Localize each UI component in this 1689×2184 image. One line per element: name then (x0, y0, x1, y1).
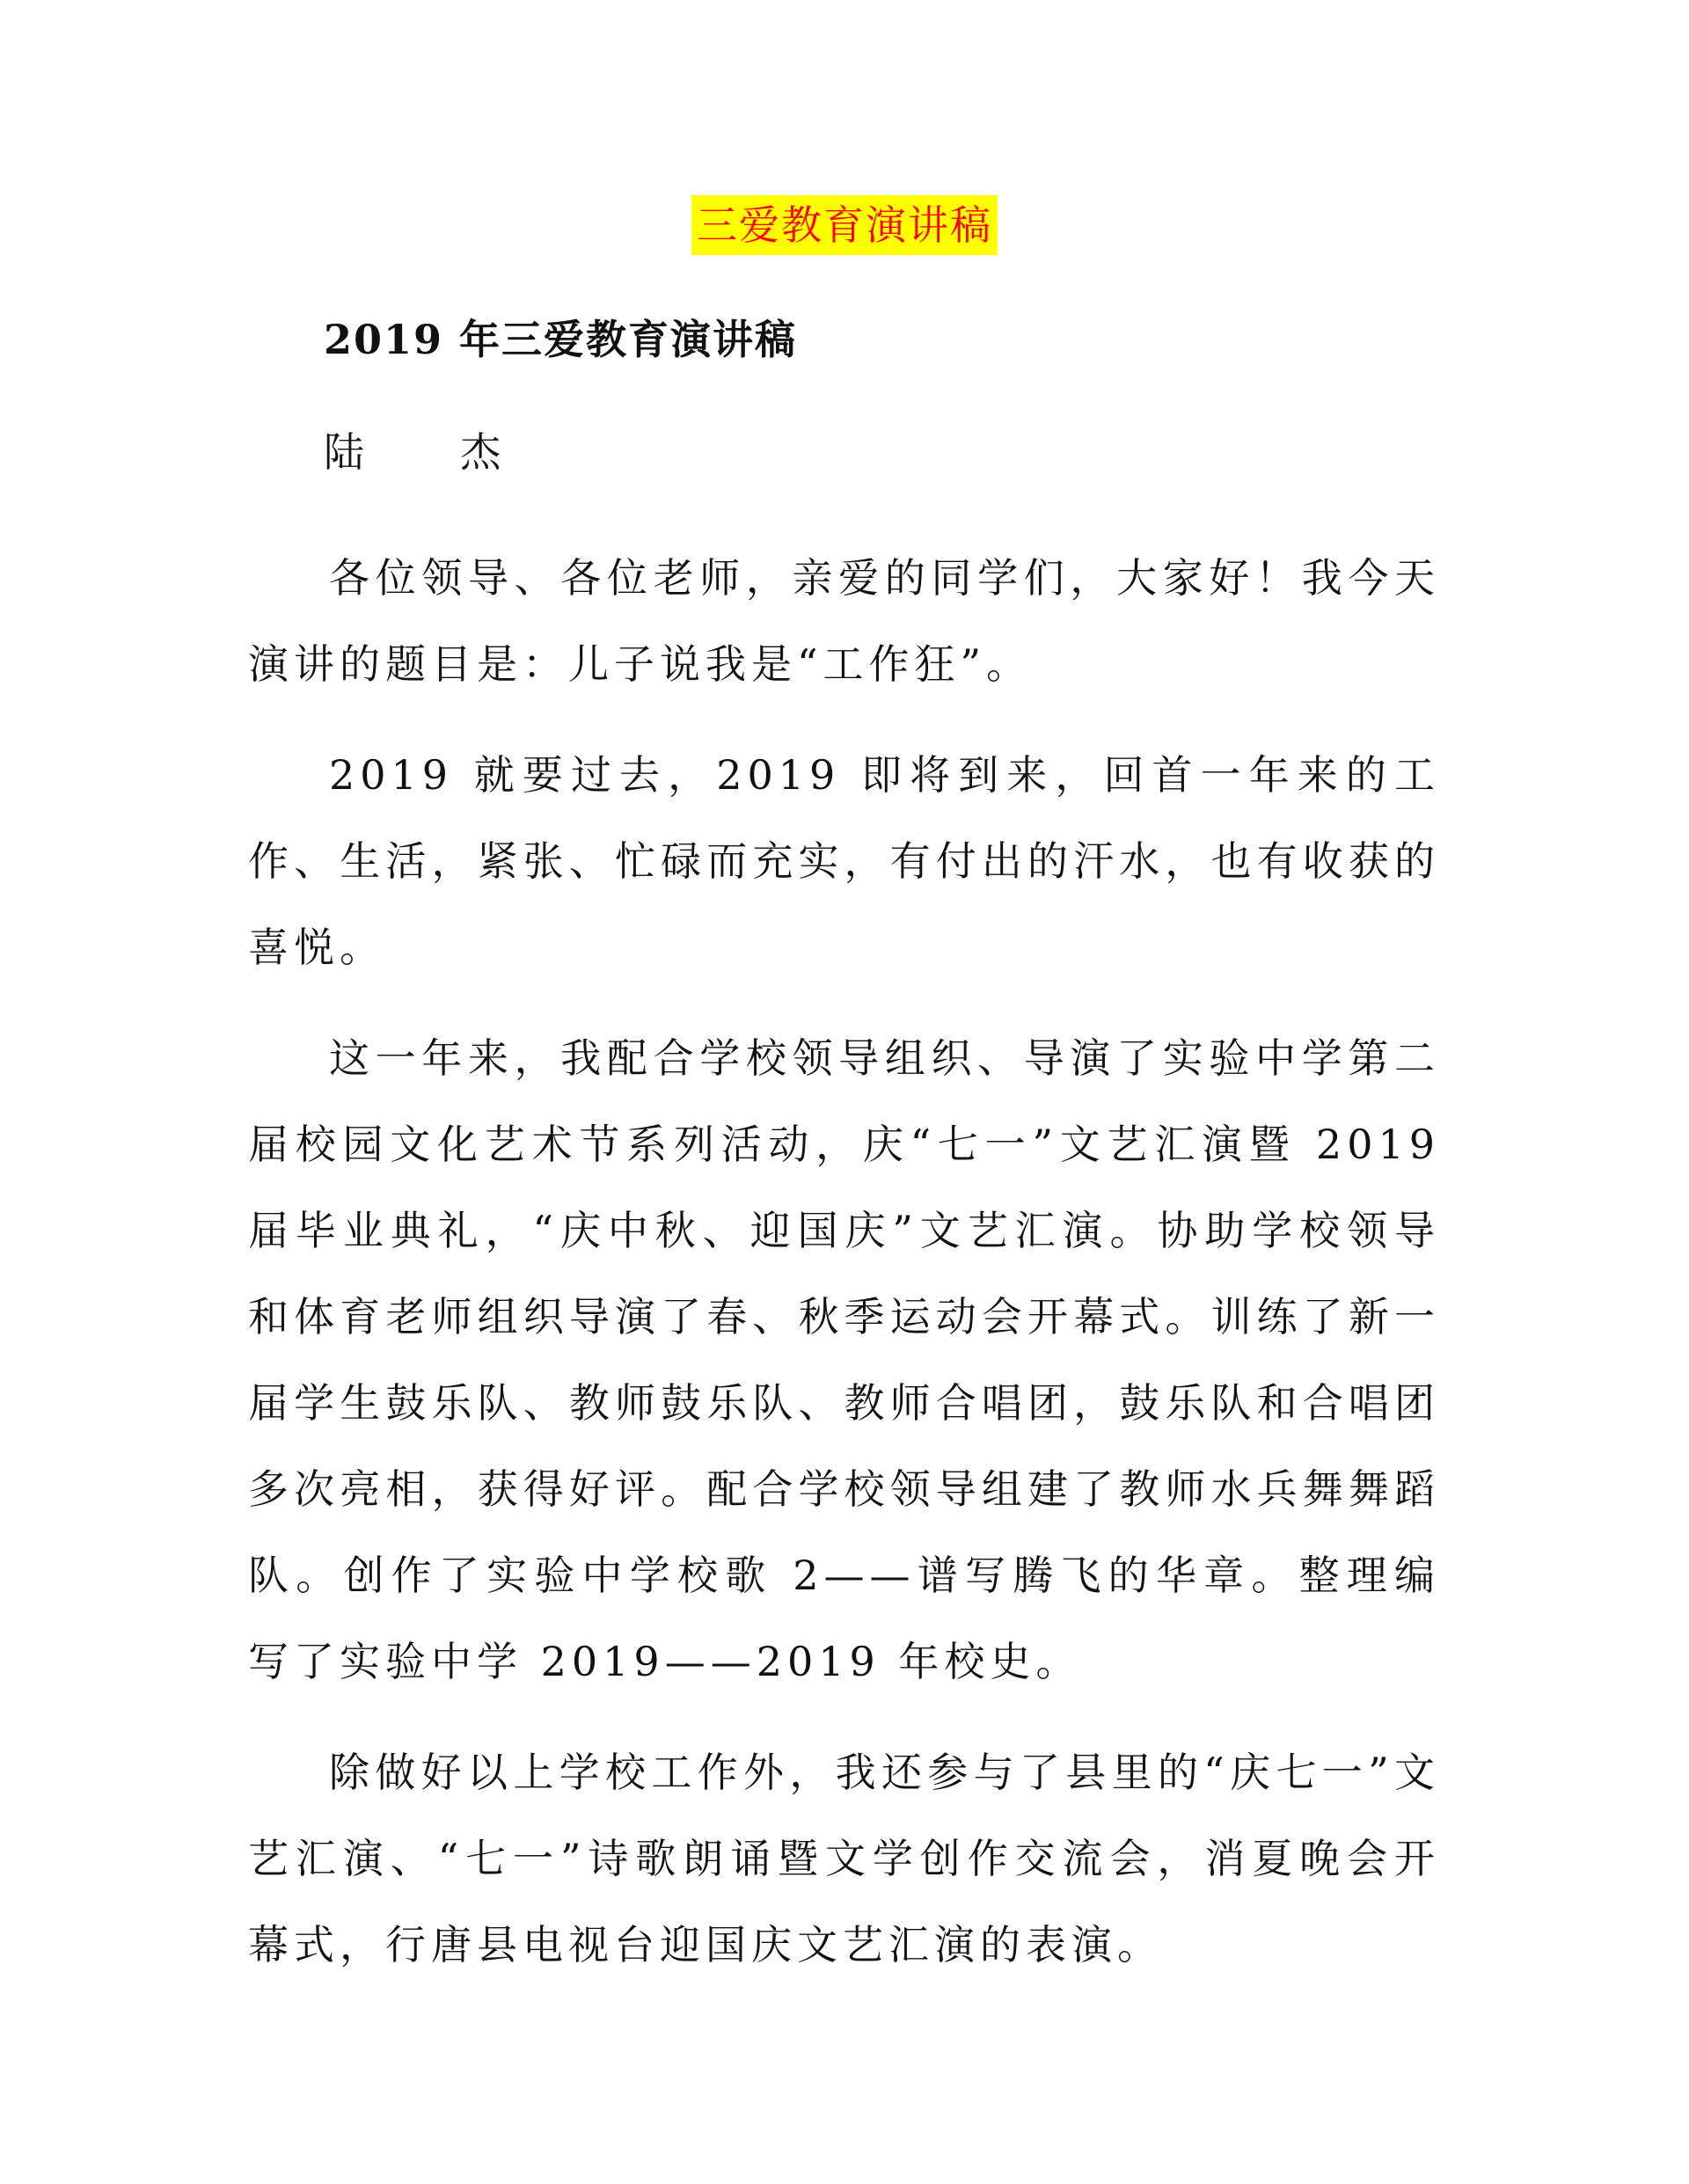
document-title: 三爱教育演讲稿 (691, 195, 998, 255)
paragraph-school-work: 这一年来，我配合学校领导组织、导演了实验中学第二届校园文化艺术节系列活动，庆“七一”文艺汇演暨 2019 届毕业典礼，“庆中秋、迎国庆”文艺汇演。协助学校领导和体育老师组织导演了春、秋季运动会开幕式。训练了新一届学生鼓乐队、教师鼓乐队、教师合唱团，鼓乐队和合唱团多次亮相，获得好评。配合学校领导组建了教师水兵舞舞蹈队。创作了实验中学校歌 2——谱写腾飞的华章。整理编写了实验中学 2019——2019 年校史。 (248, 1034, 1440, 1685)
paragraph-year-review: 2019 就要过去，2019 即将到来，回首一年来的工作、生活，紧张、忙碌而充实，有付出的汗水，也有收获的喜悦。 (248, 751, 1440, 971)
paragraph-county-work: 除做好以上学校工作外，我还参与了县里的“庆七一”文艺汇演、“七一”诗歌朗诵暨文学创作交流会，消夏晚会开幕式，行唐县电视台迎国庆文艺汇演的表演。 (248, 1749, 1440, 1969)
document-subtitle: 2019 年三爱教育演讲稿 (324, 316, 798, 363)
paragraph-greeting: 各位领导、各位老师，亲爱的同学们，大家好！我今天演讲的题目是：儿子说我是“工作狂”。 (248, 554, 1440, 688)
document-body (248, 535, 1440, 2012)
title-container (0, 195, 1689, 255)
author-name: 陆 杰 (324, 428, 501, 476)
